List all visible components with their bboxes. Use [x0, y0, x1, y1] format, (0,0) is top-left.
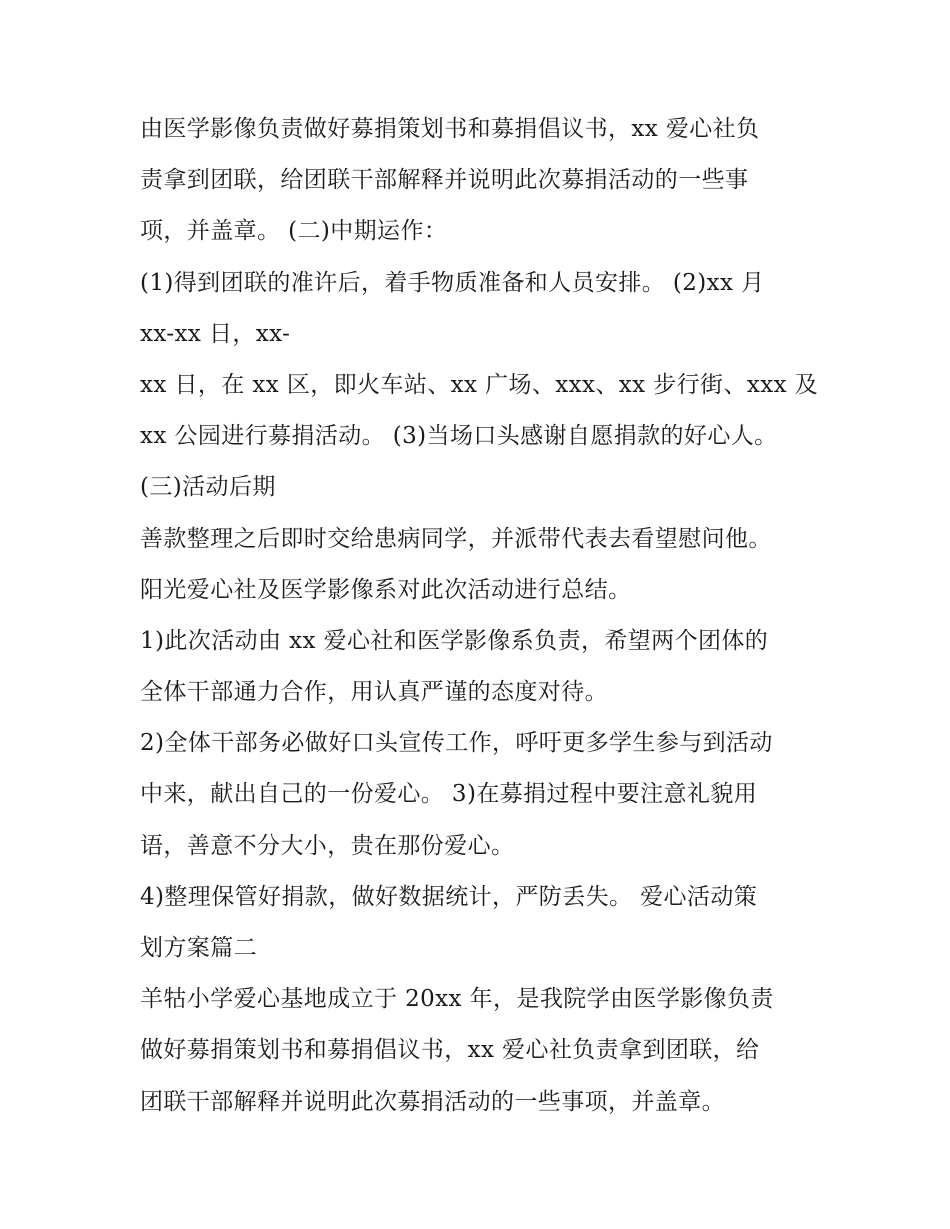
- text-line: 做好募捐策划书和募捐倡议书，xx 爱心社负责拿到团联，给: [140, 1037, 760, 1064]
- text-line: 善款整理之后即时交给患病同学，并派带代表去看望慰问他。: [140, 525, 772, 552]
- text-line: xx-xx 日，xx-: [140, 320, 291, 347]
- text-line: 项，并盖章。 (二)中期运作：: [140, 218, 448, 245]
- text-line: 1)此次活动由 xx 爱心社和医学影像系负责，希望两个团体的: [140, 627, 769, 654]
- text-line: 团联干部解释并说明此次募捐活动的一些事项，并盖章。: [140, 1088, 725, 1115]
- text-line: 由医学影像负责做好募捐策划书和募捐倡议书，xx 爱心社负: [140, 116, 760, 142]
- text-line: 责拿到团联，给团联干部解释并说明此次募捐活动的一些事: [140, 167, 749, 194]
- text-line: xx 公园进行募捐活动。 (3)当场口头感谢自愿捐款的好心人。: [140, 423, 778, 450]
- text-line: 划方案篇二: [140, 935, 257, 961]
- document-body: [140, 104, 820, 1128]
- text-line: (1)得到团联的准许后，着手物质准备和人员安排。 (2)xx 月: [140, 269, 765, 296]
- text-line: 语，善意不分大小，贵在那份爱心。: [140, 832, 515, 859]
- section-heading: (三)活动后期: [140, 474, 276, 501]
- text-line: 4)整理保管好捐款，做好数据统计，严防丢失。 爱心活动策: [140, 883, 758, 910]
- text-line: 中来，献出自己的一份爱心。 3)在募捐过程中要注意礼貌用: [140, 781, 758, 808]
- text-line: 阳光爱心社及医学影像系对此次活动进行总结。: [140, 576, 632, 603]
- text-line: 全体干部通力合作，用认真严谨的态度对待。: [140, 679, 608, 706]
- text-line: 2)全体干部务必做好口头宣传工作，呼吁更多学生参与到活动: [140, 730, 773, 757]
- text-line: 羊牯小学爱心基地成立于 20xx 年，是我院学由医学影像负责: [140, 986, 774, 1013]
- text-line: xx 日，在 xx 区，即火车站、xx 广场、xxx、xx 步行街、xxx 及: [140, 371, 819, 398]
